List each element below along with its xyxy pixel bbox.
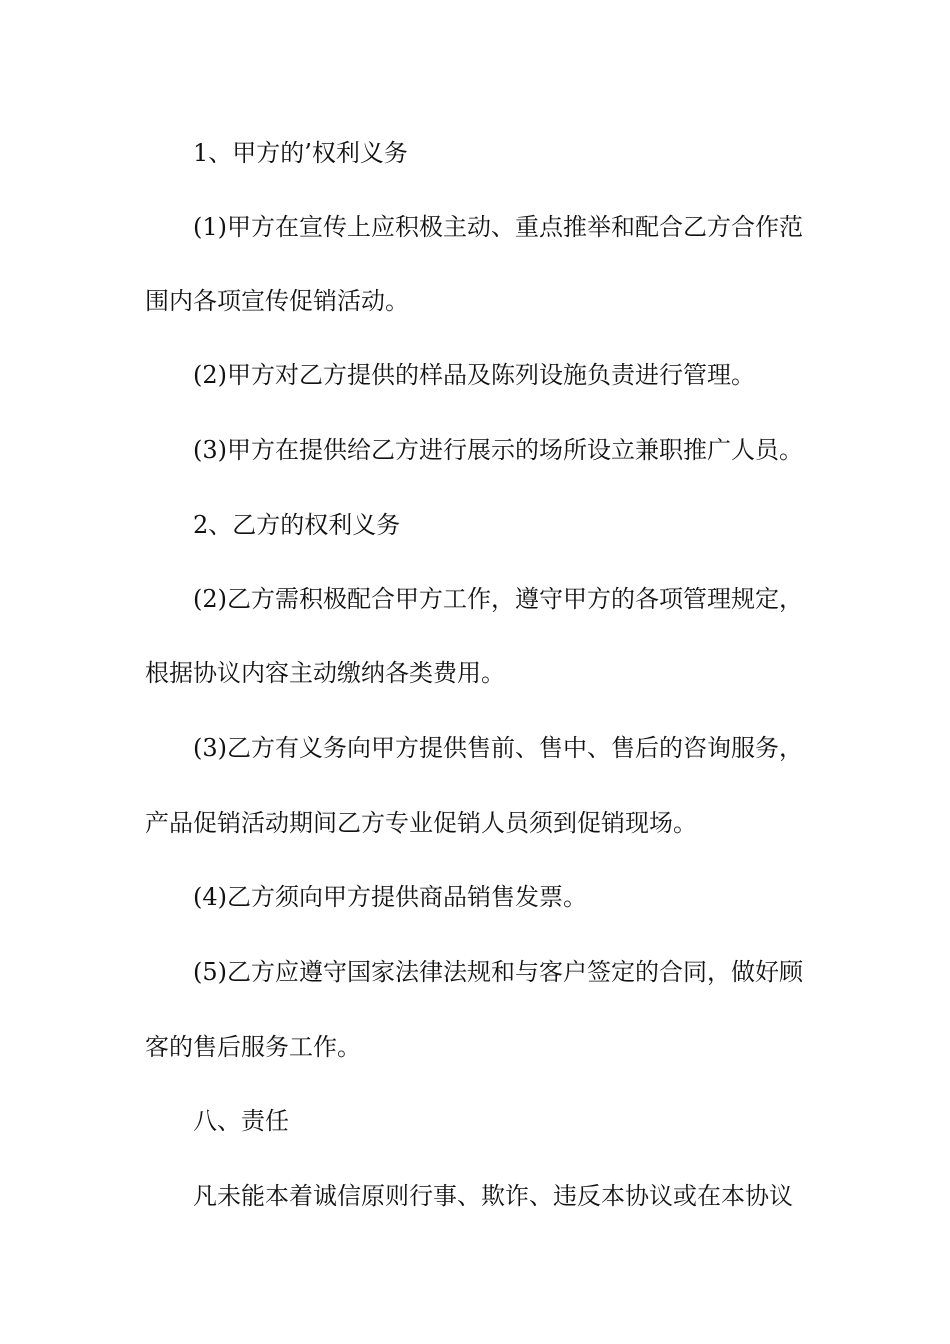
paragraph-line: 客的售后服务工作。 <box>145 1033 361 1061</box>
section-heading-party-b: 2、乙方的权利义务 <box>193 511 401 539</box>
paragraph-line: (2)乙方需积极配合甲方工作，遵守甲方的各项管理规定， <box>193 585 803 613</box>
paragraph-line: 凡未能本着诚信原则行事、欺诈、违反本协议或在本协议 <box>193 1182 793 1210</box>
paragraph-line: (2)甲方对乙方提供的样品及陈列设施负责进行管理。 <box>193 361 755 389</box>
paragraph-line: (1)甲方在宣传上应积极主动、重点推举和配合乙方合作范 <box>193 213 803 241</box>
paragraph-line: (3)甲方在提供给乙方进行展示的场所设立兼职推广人员。 <box>193 436 803 464</box>
section-heading-party-a: 1、甲方的’权利义务 <box>193 139 408 167</box>
paragraph-line: 根据协议内容主动缴纳各类费用。 <box>145 659 505 687</box>
paragraph-line: (4)乙方须向甲方提供商品销售发票。 <box>193 883 587 911</box>
paragraph-line: (5)乙方应遵守国家法律法规和与客户签定的合同，做好顾 <box>193 958 803 986</box>
paragraph-line: 围内各项宣传促销活动。 <box>145 287 409 315</box>
section-heading-responsibility: 八、责任 <box>193 1107 289 1135</box>
paragraph-line: 产品促销活动期间乙方专业促销人员须到促销现场。 <box>145 809 697 837</box>
paragraph-line: (3)乙方有义务向甲方提供售前、售中、售后的咨询服务， <box>193 734 803 762</box>
